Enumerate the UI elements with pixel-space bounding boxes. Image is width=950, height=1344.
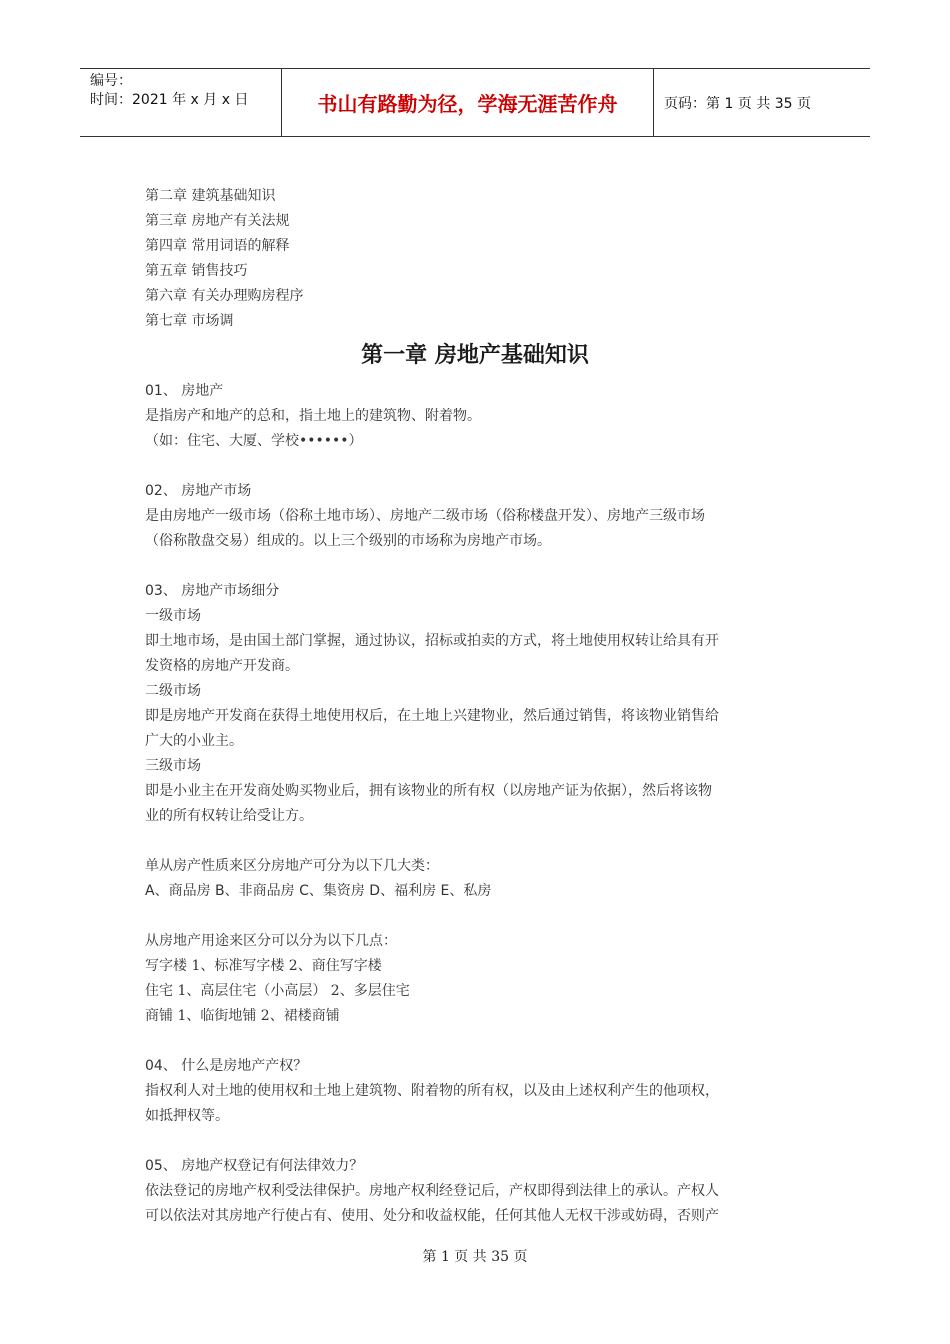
category-line: 写字楼 1、标准写字楼 2、商住写字楼 — [145, 958, 382, 974]
page-header — [80, 68, 870, 137]
category-list: A、商品房 B、非商品房 C、集资房 D、福利房 E、私房 — [145, 883, 492, 899]
table-of-contents — [145, 184, 805, 334]
toc-item: 第三章 房地产有关法规 — [145, 213, 290, 229]
paragraph-line: 即土地市场，是由国土部门掌握，通过协议，招标或拍卖的方式，将土地使用权转让给具有开 — [145, 633, 719, 649]
toc-item: 第二章 建筑基础知识 — [145, 188, 276, 204]
section-heading: 01、 房地产 — [145, 383, 224, 399]
document-body — [145, 184, 805, 1229]
toc-item: 第五章 销售技巧 — [145, 263, 248, 279]
category-line: 商铺 1、临街地铺 2、裙楼商铺 — [145, 1008, 340, 1024]
classification-by-use — [145, 929, 805, 1029]
subheading: 二级市场 — [145, 683, 201, 699]
chapter-title: 第一章 房地产基础知识 — [361, 343, 589, 368]
header-meta — [80, 69, 282, 136]
section-heading: 03、 房地产市场细分 — [145, 583, 280, 599]
section-02 — [145, 479, 805, 554]
subheading: 三级市场 — [145, 758, 201, 774]
section-heading: 04、 什么是房地产产权？ — [145, 1058, 308, 1074]
paragraph-line: （如：住宅、大厦、学校••••••） — [145, 433, 363, 449]
time-label: 时间：2021 年 x 月 x 日 — [90, 92, 249, 108]
paragraph-line: 从房地产用途来区分可以分为以下几点： — [145, 933, 397, 949]
toc-item: 第七章 市场调 — [145, 313, 234, 329]
paragraph-line: 指权利人对土地的使用权和土地上建筑物、附着物的所有权，以及由上述权利产生的他项权， — [145, 1083, 719, 1099]
subheading: 一级市场 — [145, 608, 201, 624]
section-heading: 05、 房地产权登记有何法律效力？ — [145, 1158, 364, 1174]
paragraph-line: 可以依法对其房地产行使占有、使用、处分和收益权能，任何其他人无权干涉或妨碍，否则产 — [145, 1208, 719, 1224]
paragraph-line: 依法登记的房地产权利受法律保护。房地产权利经登记后，产权即得到法律上的承认。产权人 — [145, 1183, 719, 1199]
paragraph-line: 发资格的房地产开发商。 — [145, 658, 299, 674]
toc-item: 第六章 有关办理购房程序 — [145, 288, 304, 304]
section-03 — [145, 579, 805, 829]
page-footer: 第 1 页 共 35 页 — [422, 1249, 528, 1265]
paragraph-line: 是由房地产一级市场（俗称土地市场）、房地产二级市场（俗称楼盘开发）、房地产三级市场 — [145, 508, 705, 524]
classification-by-nature — [145, 854, 805, 904]
header-motto: 书山有路勤为径，学海无涯苦作舟 — [282, 69, 654, 136]
toc-item: 第四章 常用词语的解释 — [145, 238, 290, 254]
paragraph-line: 即是房地产开发商在获得土地使用权后，在土地上兴建物业，然后通过销售，将该物业销售给 — [145, 708, 719, 724]
paragraph-line: 是指房产和地产的总和，指土地上的建筑物、附着物。 — [145, 408, 481, 424]
paragraph-line: 广大的小业主。 — [145, 733, 243, 749]
paragraph-line: 单从房产性质来区分房地产可分为以下几大类： — [145, 858, 439, 874]
category-line: 住宅 1、高层住宅（小高层） 2、多层住宅 — [145, 983, 410, 999]
section-heading: 02、 房地产市场 — [145, 483, 252, 499]
number-label: 编号： — [90, 73, 132, 89]
section-05 — [145, 1154, 805, 1229]
section-04 — [145, 1054, 805, 1129]
section-01 — [145, 379, 805, 454]
paragraph-line: 如抵押权等。 — [145, 1108, 229, 1124]
paragraph-line: 业的所有权转让给受让方。 — [145, 808, 313, 824]
paragraph-line: 即是小业主在开发商处购买物业后，拥有该物业的所有权（以房地产证为依据），然后将该物 — [145, 783, 712, 799]
header-page-label: 页码：第 1 页 共 35 页 — [664, 95, 811, 112]
paragraph-line: （俗称散盘交易）组成的。以上三个级别的市场称为房地产市场。 — [145, 533, 551, 549]
